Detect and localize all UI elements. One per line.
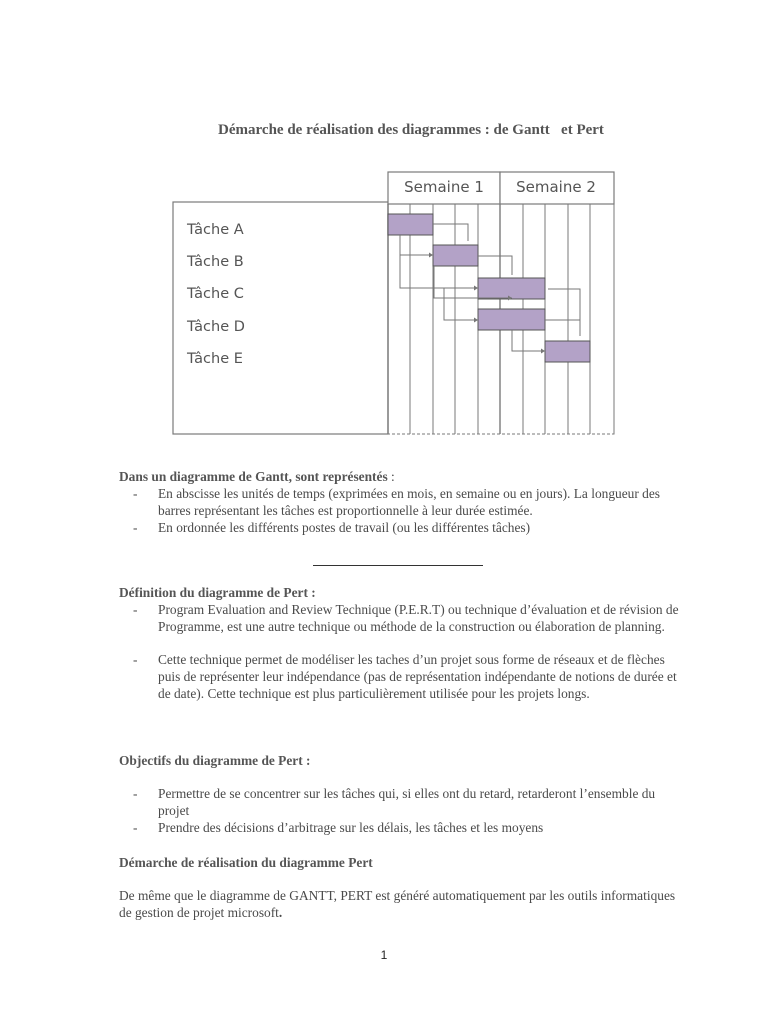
dash-bullet: - (133, 820, 138, 835)
pert-approach-text-end: . (278, 905, 283, 920)
list-item-text: En ordonnée les différents postes de travail (ou les différentes tâches) (158, 520, 531, 535)
gantt-intro-heading: Dans un diagramme de Gantt, sont représentés (119, 469, 388, 484)
pert-approach-section (119, 854, 679, 921)
task-bar (388, 214, 433, 235)
week-label: Semaine 2 (516, 178, 596, 196)
document-title: Démarche de réalisation des diagrammes : de Gantt et Pert (218, 122, 604, 138)
task-label: Tâche A (187, 222, 244, 238)
dash-bullet: - (133, 652, 138, 667)
pert-definition-heading: Définition du diagramme de Pert : (119, 585, 316, 600)
task-label: Tâche C (187, 286, 244, 302)
list-item-text: Prendre des décisions d’arbitrage sur les délais, les tâches et les moyens (158, 820, 544, 835)
list-item (119, 651, 679, 702)
list-item (119, 819, 679, 836)
task-label: Tâche E (187, 351, 243, 367)
list-item-text: En abscisse les unités de temps (exprimées en mois, en semaine ou en jours). La longueur des barres représentant les tâches est proportionnelle à leur durée estimée. (158, 486, 661, 518)
separator-line (313, 565, 483, 566)
dash-bullet: - (133, 486, 138, 501)
pert-objectives-section (119, 752, 679, 836)
pert-approach-paragraph (119, 887, 679, 921)
dependency-line (433, 224, 468, 241)
gantt-diagram (168, 168, 620, 440)
pert-objectives-heading: Objectifs du diagramme de Pert : (119, 753, 311, 768)
list-item (119, 519, 679, 536)
list-item-text: Cette technique permet de modéliser les taches d’un projet sous forme de réseaux et de flèches puis de représenter leur indépendance (pas de représentation indépendante de notions de durée et de date). Cette technique est plus particulièrement utilisée pour les projets longs. (158, 652, 677, 701)
page-number: 1 (380, 948, 388, 962)
list-item (119, 601, 679, 635)
dependency-line (478, 256, 512, 275)
dependency-line (512, 330, 545, 351)
gantt-intro-heading-suffix: : (387, 469, 395, 484)
gantt-intro-heading-line (119, 468, 679, 485)
task-bar (545, 341, 590, 362)
dependency-line (545, 320, 580, 336)
task-bar (478, 309, 545, 330)
task-bar (478, 278, 545, 299)
pert-definition-list-2 (119, 651, 679, 702)
dash-bullet: - (133, 520, 138, 535)
arrow-head (541, 349, 545, 354)
list-item-text: Permettre de se concentrer sur les tâches qui, si elles ont du retard, retarderont l’ensemble du projet (158, 786, 656, 818)
pert-approach-text: De même que le diagramme de GANTT, PERT est généré automatiquement par les outils informatiques de gestion de projet microsoft (119, 888, 676, 920)
list-item-text: Program Evaluation and Review Technique (P.E.R.T) ou technique d’évaluation et de révision de Programme, est une autre technique ou méthode de la construction ou élaboration de planning. (158, 602, 679, 634)
task-label: Tâche D (187, 319, 245, 335)
gantt-intro-section (119, 468, 679, 536)
pert-approach-heading: Démarche de réalisation du diagramme Pert (119, 855, 373, 870)
gantt-intro-list (119, 485, 679, 536)
dependency-line (400, 235, 433, 255)
pert-definition-list (119, 601, 679, 635)
arrow-head (474, 286, 478, 291)
dependency-line (444, 288, 478, 320)
pert-definition-section (119, 584, 679, 702)
dash-bullet: - (133, 602, 138, 617)
dependency-line (548, 289, 580, 321)
pert-objectives-list (119, 785, 679, 836)
dash-bullet: - (133, 786, 138, 801)
list-item (119, 485, 679, 519)
task-label: Tâche B (187, 254, 244, 270)
task-bar (433, 245, 478, 266)
arrow-head (474, 318, 478, 323)
arrow-head (429, 253, 433, 258)
week-label: Semaine 1 (404, 178, 484, 196)
list-item (119, 785, 679, 819)
